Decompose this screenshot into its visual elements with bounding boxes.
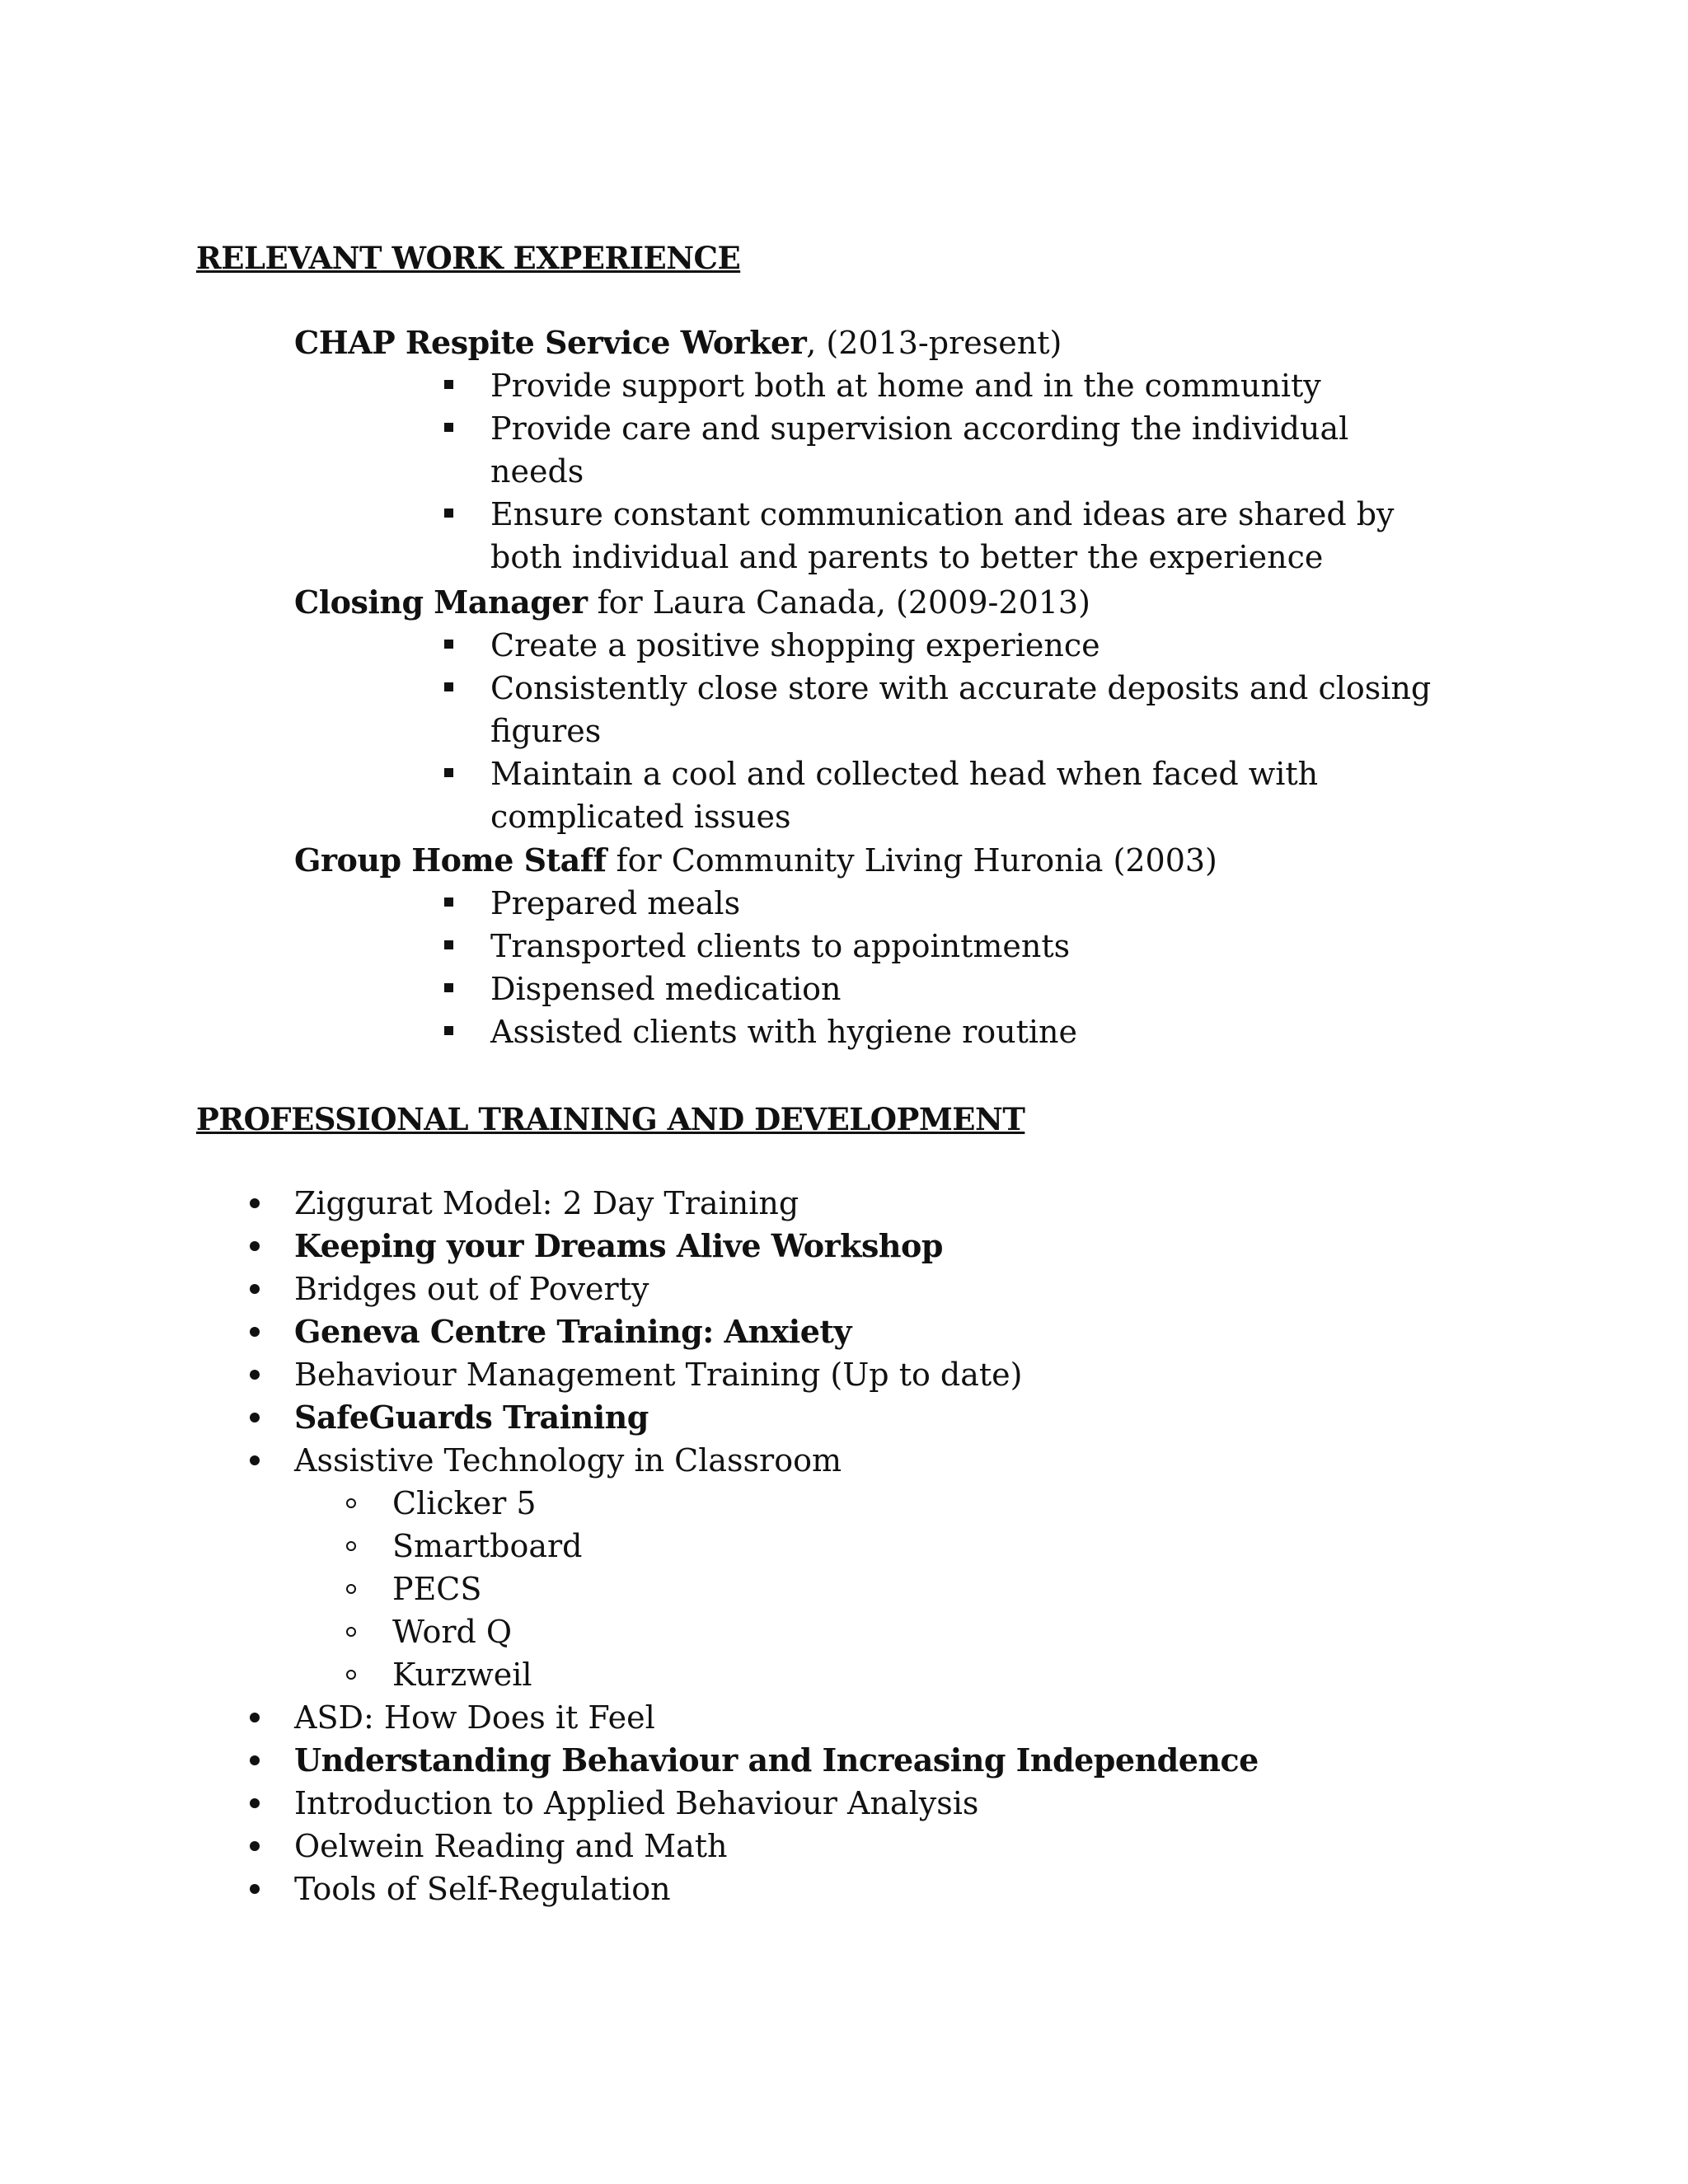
training-item	[294, 1782, 1484, 1825]
job-entry-group-home	[294, 839, 1531, 1053]
round-bullet-icon	[250, 1198, 260, 1208]
round-bullet-icon	[250, 1455, 260, 1465]
square-bullet-icon	[444, 768, 453, 777]
sub-item-text: PECS	[392, 1571, 482, 1607]
training-text: Assistive Technology in Classroom	[294, 1442, 842, 1479]
job-duties-list	[294, 624, 1531, 838]
square-bullet-icon	[444, 423, 453, 432]
job-duty	[490, 1010, 1438, 1053]
circle-bullet-icon	[346, 1584, 356, 1594]
job-duty	[490, 752, 1438, 838]
square-bullet-icon	[444, 983, 453, 992]
job-duties-list	[294, 364, 1531, 579]
training-item	[294, 1225, 1484, 1268]
training-text: Understanding Behaviour and Increasing Independence	[294, 1741, 1259, 1779]
training-list-container	[247, 1182, 1484, 1910]
training-item	[294, 1868, 1484, 1910]
training-item	[294, 1439, 1484, 1696]
sub-item-text: Word Q	[392, 1614, 513, 1650]
job-title: Group Home Staff	[294, 841, 607, 879]
job-details: , (2013-present)	[806, 325, 1062, 361]
training-text: Introduction to Applied Behaviour Analysis	[294, 1785, 979, 1821]
training-item	[294, 1739, 1484, 1782]
round-bullet-icon	[250, 1713, 260, 1722]
circle-bullet-icon	[346, 1498, 356, 1508]
round-bullet-icon	[250, 1370, 260, 1380]
training-item	[294, 1696, 1484, 1739]
job-duty	[490, 925, 1438, 968]
training-item	[294, 1353, 1484, 1396]
circle-bullet-icon	[346, 1627, 356, 1637]
job-duty	[490, 882, 1438, 925]
sub-item-text: Smartboard	[392, 1528, 583, 1564]
round-bullet-icon	[250, 1798, 260, 1808]
training-text: SafeGuards Training	[294, 1399, 649, 1436]
job-title-line	[294, 839, 1531, 882]
circle-bullet-icon	[346, 1670, 356, 1680]
training-text: Behaviour Management Training (Up to date)	[294, 1357, 1023, 1393]
training-text: Tools of Self-Regulation	[294, 1871, 671, 1907]
round-bullet-icon	[250, 1284, 260, 1294]
duty-text: Ensure constant communication and ideas are shared by both individual and parents to better the experience	[490, 496, 1395, 575]
square-bullet-icon	[444, 898, 453, 907]
training-item	[294, 1268, 1484, 1310]
job-details: for Community Living Huronia (2003)	[606, 842, 1217, 879]
job-entry-chap	[294, 321, 1531, 579]
duty-text: Prepared meals	[490, 885, 741, 921]
duty-text: Provide support both at home and in the community	[490, 368, 1321, 404]
job-duty	[490, 624, 1438, 667]
training-list	[247, 1182, 1484, 1910]
sub-item	[392, 1525, 1484, 1568]
job-title-line	[294, 581, 1531, 624]
training-item	[294, 1825, 1484, 1868]
sub-item-text: Clicker 5	[392, 1485, 537, 1521]
square-bullet-icon	[444, 509, 453, 518]
training-text: Oelwein Reading and Math	[294, 1828, 728, 1864]
job-entry-closing-manager	[294, 581, 1531, 838]
training-item	[294, 1310, 1484, 1353]
round-bullet-icon	[250, 1241, 260, 1251]
sub-item	[392, 1482, 1484, 1525]
round-bullet-icon	[250, 1327, 260, 1337]
sub-item-text: Kurzweil	[392, 1657, 532, 1693]
duty-text: Consistently close store with accurate deposits and closing figures	[490, 670, 1432, 749]
job-duties-list	[294, 882, 1531, 1053]
duty-text: Assisted clients with hygiene routine	[490, 1014, 1078, 1050]
circle-bullet-icon	[346, 1541, 356, 1551]
sub-item	[392, 1568, 1484, 1610]
job-title-line	[294, 321, 1531, 364]
round-bullet-icon	[250, 1755, 260, 1765]
round-bullet-icon	[250, 1884, 260, 1894]
job-details: for Laura Canada, (2009-2013)	[587, 584, 1090, 621]
training-text: ASD: How Does it Feel	[294, 1699, 655, 1736]
training-text: Geneva Centre Training: Anxiety	[294, 1313, 852, 1350]
duty-text: Dispensed medication	[490, 971, 842, 1007]
training-text: Bridges out of Poverty	[294, 1271, 649, 1307]
square-bullet-icon	[444, 940, 453, 949]
work-experience-heading: RELEVANT WORK EXPERIENCE	[196, 240, 741, 276]
training-heading: PROFESSIONAL TRAINING AND DEVELOPMENT	[196, 1101, 1025, 1137]
job-title: CHAP Respite Service Worker	[294, 324, 807, 361]
training-text: Ziggurat Model: 2 Day Training	[294, 1185, 799, 1221]
job-duty	[490, 968, 1438, 1010]
job-duty	[490, 364, 1438, 407]
sub-item	[392, 1610, 1484, 1653]
assistive-tech-sublist	[294, 1482, 1484, 1696]
square-bullet-icon	[444, 682, 453, 691]
job-duty	[490, 667, 1438, 752]
square-bullet-icon	[444, 380, 453, 389]
job-duty	[490, 407, 1438, 493]
square-bullet-icon	[444, 1026, 453, 1035]
duty-text: Create a positive shopping experience	[490, 627, 1100, 663]
round-bullet-icon	[250, 1413, 260, 1422]
training-item	[294, 1182, 1484, 1225]
training-text: Keeping your Dreams Alive Workshop	[294, 1227, 943, 1264]
round-bullet-icon	[250, 1841, 260, 1851]
job-duty	[490, 493, 1438, 579]
square-bullet-icon	[444, 640, 453, 649]
duty-text: Provide care and supervision according the individual needs	[490, 410, 1349, 490]
sub-item	[392, 1653, 1484, 1696]
job-title: Closing Manager	[294, 583, 588, 621]
training-item	[294, 1396, 1484, 1439]
duty-text: Transported clients to appointments	[490, 928, 1071, 964]
duty-text: Maintain a cool and collected head when faced with complicated issues	[490, 756, 1319, 835]
